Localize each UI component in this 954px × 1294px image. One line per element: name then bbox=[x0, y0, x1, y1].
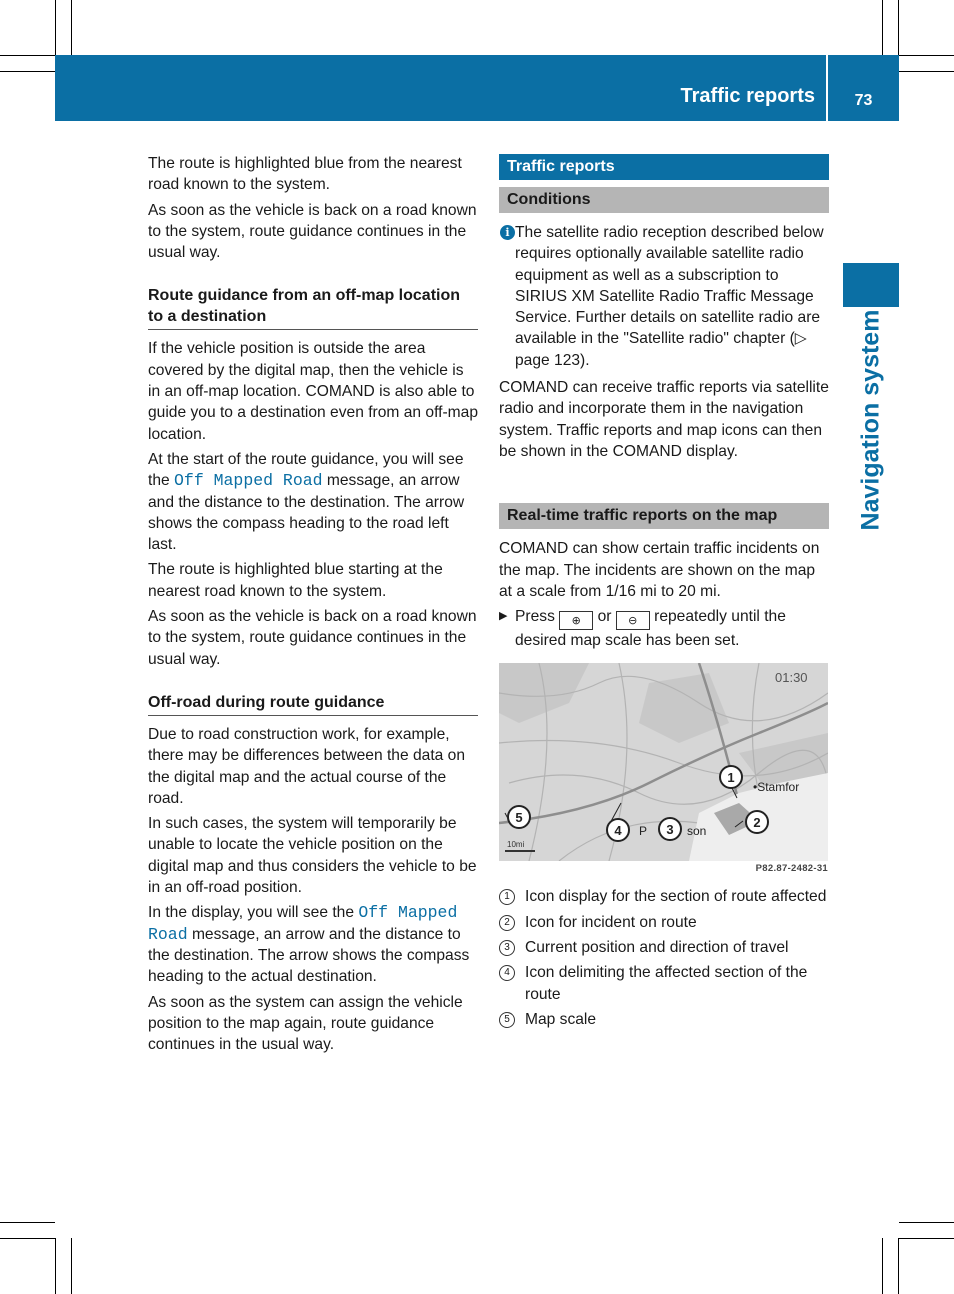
crop-mark bbox=[899, 1222, 954, 1223]
paragraph bbox=[148, 449, 478, 555]
section-bar-traffic-reports: Traffic reports bbox=[499, 154, 829, 180]
legend-item bbox=[499, 962, 829, 1005]
svg-text:2: 2 bbox=[753, 815, 761, 831]
traffic-map-image bbox=[499, 663, 828, 861]
image-code: P82.87-2482-31 bbox=[755, 863, 828, 875]
display-message: Off Mapped Road bbox=[148, 903, 458, 944]
text: Press bbox=[515, 608, 555, 626]
right-column bbox=[499, 154, 829, 1034]
legend-item bbox=[499, 1009, 829, 1030]
crop-mark bbox=[0, 1238, 55, 1239]
crop-mark bbox=[898, 0, 899, 55]
crop-mark bbox=[899, 71, 954, 72]
crop-mark bbox=[71, 0, 72, 55]
legend-text: Icon delimiting the affected section of the route bbox=[525, 964, 808, 1003]
text: In the display, you will see the bbox=[148, 904, 359, 922]
crop-mark bbox=[55, 0, 56, 55]
display-message: Off Mapped Road bbox=[174, 471, 323, 491]
crop-mark bbox=[0, 1222, 55, 1223]
callout-3-icon bbox=[659, 818, 681, 840]
crop-mark bbox=[882, 0, 883, 55]
paragraph: As soon as the vehicle is back on a road known to the system, route guidance continues in the usual way. bbox=[148, 608, 477, 668]
legend-text: Map scale bbox=[525, 1010, 597, 1028]
subsection-bar-conditions: Conditions bbox=[499, 187, 829, 213]
legend-number-icon: 3 bbox=[499, 940, 515, 956]
callout-2-icon bbox=[746, 811, 768, 833]
legend-number-icon: 4 bbox=[499, 965, 515, 981]
paragraph: As soon as the vehicle is back on a road known to the system, route guidance continues in the usual way. bbox=[148, 201, 477, 262]
page-header bbox=[55, 55, 899, 121]
legend-text: Current position and direction of travel bbox=[525, 939, 789, 957]
paragraph: COMAND can show certain traffic incidents on the map. The incidents are shown on the map at a scale from 1/16 mi to 20 mi. bbox=[499, 540, 820, 600]
page-number: 73 bbox=[854, 92, 873, 109]
legend-number-icon: 5 bbox=[499, 1012, 515, 1028]
crop-mark bbox=[899, 55, 954, 56]
legend-item bbox=[499, 912, 829, 933]
info-text: The satellite radio reception described below requires optionally available satellite radio equipment as well as a subscription to SIRIUS XM Satellite Radio Traffic Message Service. Further details on satellite radio are available in the "Satellite radio" chapter (▷ page 123). bbox=[515, 224, 824, 369]
map-figure bbox=[499, 663, 828, 876]
svg-text:5: 5 bbox=[515, 810, 523, 826]
paragraph bbox=[148, 902, 478, 987]
info-note bbox=[499, 222, 829, 371]
callout-1-icon bbox=[720, 766, 742, 788]
subheading-offmap: Route guidance from an off-map location to a destination bbox=[148, 285, 478, 330]
legend-item bbox=[499, 937, 829, 958]
svg-text:4: 4 bbox=[614, 823, 622, 839]
legend-text: Icon display for the section of route affected bbox=[525, 888, 827, 906]
svg-text:1: 1 bbox=[727, 770, 735, 786]
crop-mark bbox=[71, 1238, 72, 1294]
text: or bbox=[597, 608, 612, 626]
legend-item bbox=[499, 886, 829, 907]
crop-mark bbox=[0, 71, 55, 72]
instruction-step bbox=[499, 606, 829, 651]
left-column bbox=[148, 153, 478, 1059]
crop-mark bbox=[899, 1238, 954, 1239]
header-divider bbox=[826, 55, 828, 121]
crop-mark bbox=[55, 1238, 56, 1294]
paragraph: The route is highlighted blue starting at the nearest road known to the system. bbox=[148, 561, 443, 600]
text: repeatedly until the desired map scale has been set. bbox=[515, 608, 786, 650]
legend-number-icon: 1 bbox=[499, 889, 515, 905]
step-arrow-icon: ▶ bbox=[499, 610, 508, 623]
text: message, an arrow and the distance to the destination. The arrow shows the compass heading to the actual destination. bbox=[148, 925, 470, 986]
crop-mark bbox=[898, 1238, 899, 1294]
paragraph: If the vehicle position is outside the area covered by the digital map, then the vehicle is in an off-map location. COMAND is also able to guide you to a destination even from an off-map location. bbox=[148, 340, 478, 443]
text: At the start of the route guidance, you will see the bbox=[148, 450, 464, 490]
paragraph: The route is highlighted blue from the nearest road known to the system. bbox=[148, 155, 462, 194]
subsection-bar-realtime: Real-time traffic reports on the map bbox=[499, 503, 829, 529]
map-clock: 01:30 bbox=[775, 670, 808, 686]
section-title: Traffic reports bbox=[680, 85, 815, 107]
zoom-in-key-icon: ⊕ bbox=[559, 611, 593, 630]
paragraph: COMAND can receive traffic reports via satellite radio and incorporate them in the navigation system. Traffic reports and map icons can then be shown in the COMAND display. bbox=[499, 379, 829, 460]
crop-mark bbox=[0, 55, 55, 56]
chapter-tab-label: Navigation system bbox=[856, 309, 885, 531]
callout-4-icon bbox=[607, 819, 629, 841]
info-icon: i bbox=[500, 225, 515, 240]
map-scale-label: 10mi bbox=[507, 840, 525, 850]
paragraph: As soon as the system can assign the vehicle position to the map again, route guidance continues in the usual way. bbox=[148, 993, 463, 1054]
text: message, an arrow and the distance to the destination. The arrow shows the compass heading to the road left last. bbox=[148, 472, 465, 554]
map-city-label: •Stamfor bbox=[753, 780, 800, 795]
legend-number-icon: 2 bbox=[499, 915, 515, 931]
paragraph: Due to road construction work, for example, there may be differences between the data on the digital map and the actual course of the road. bbox=[148, 725, 465, 807]
map-city-label: P bbox=[639, 824, 648, 839]
crop-mark bbox=[882, 1238, 883, 1294]
legend-list bbox=[499, 886, 829, 1030]
callout-5-icon bbox=[508, 806, 530, 828]
paragraph: In such cases, the system will temporarily be unable to locate the vehicle position on the digital map and thus considers the vehicle to be in an off-road position. bbox=[148, 815, 477, 897]
map-city-label: son bbox=[687, 824, 707, 839]
zoom-out-key-icon: ⊖ bbox=[616, 611, 650, 630]
svg-text:3: 3 bbox=[666, 822, 674, 838]
subheading-offroad: Off-road during route guidance bbox=[148, 692, 478, 716]
legend-text: Icon for incident on route bbox=[525, 913, 697, 931]
